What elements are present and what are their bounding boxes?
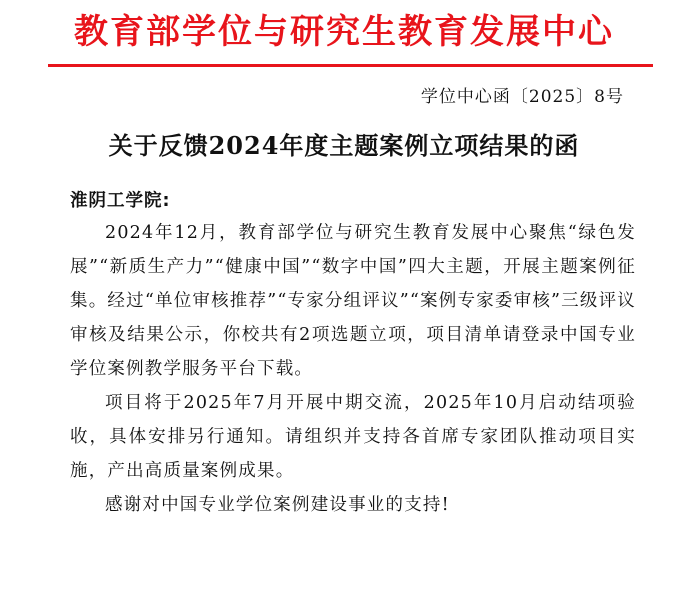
salutation: 淮阴工学院: bbox=[70, 191, 171, 211]
body-paragraph-2: 项目将于2025年7月开展中期交流，2025年10月启动结项验收，具体安排另行通知。请组织并支持各首席专家团队推动项目实施，产出高质量案例成果。 bbox=[70, 393, 636, 481]
body-paragraph-3: 感谢对中国专业学位案例建设事业的支持! bbox=[105, 495, 450, 515]
document-number: 学位中心函〔2025〕8号 bbox=[420, 87, 624, 107]
body-paragraph-1: 2024年12月，教育部学位与研究生教育发展中心聚焦“绿色发展”“新质生产力”“健康中国”“数字中国”四大主题，开展主题案例征集。经过“单位审核推荐”“专家分组评议”“案例专家委审核”三级评议审核及结果公示，你校共有2项选题立项，项目清单请登录中国专业学位案例教学服务平台下载。 bbox=[70, 223, 636, 379]
header-divider bbox=[48, 64, 653, 67]
organization-header: 教育部学位与研究生教育发展中心 bbox=[74, 12, 614, 52]
letter-body bbox=[70, 186, 636, 522]
document-title: 关于反馈2024年度主题案例立项结果的函 bbox=[108, 131, 580, 160]
